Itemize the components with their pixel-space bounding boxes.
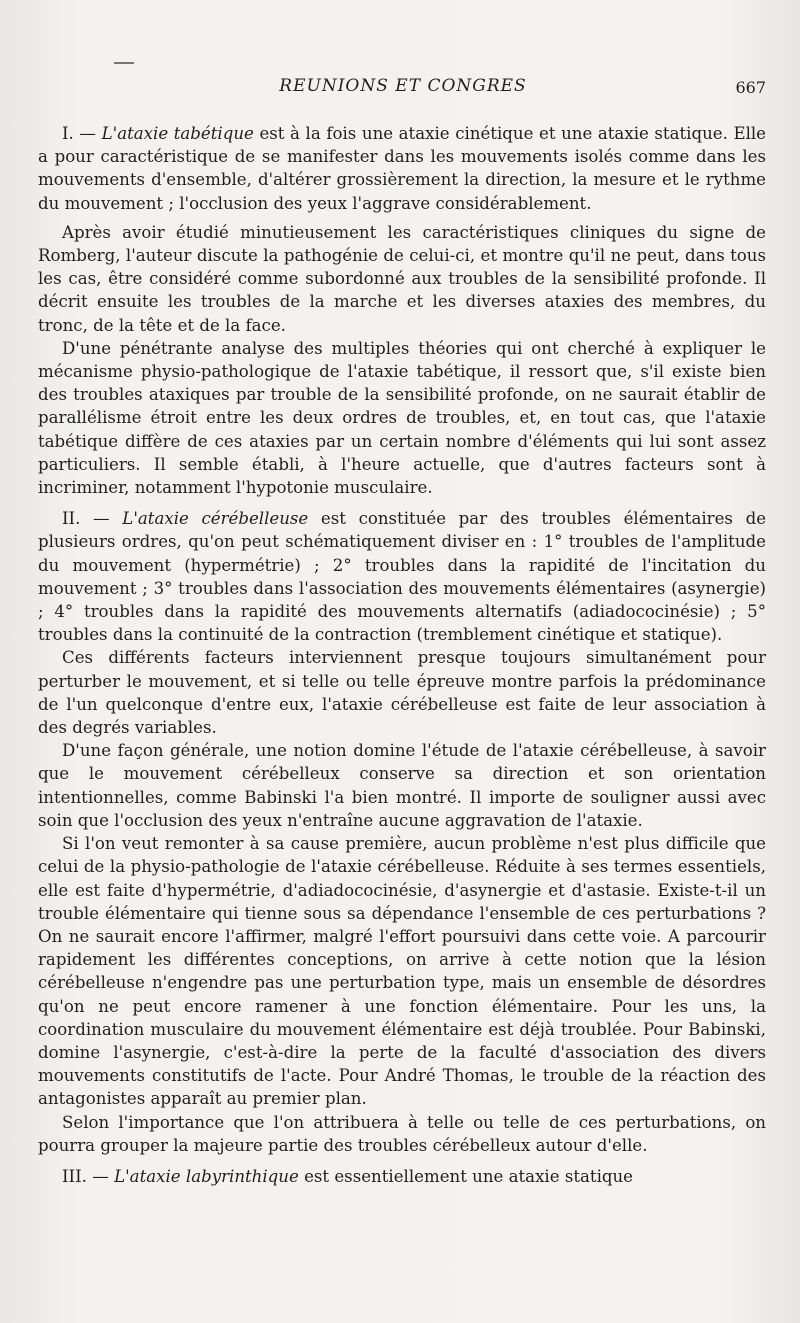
paragraph-cerebellar-ataxia xyxy=(38,507,766,646)
running-title: REUNIONS ET CONGRES xyxy=(279,76,527,96)
paragraph-theories: D'une pénétrante analyse des multiples théories qui ont cherché à expliquer le mécanisme physio-pathologique de l'ataxie tabétique, il ressort que, s'il existe bien des troubles ataxiques par trouble de la sensibilité profonde, on ne saurait établir de parallélisme étroit entre les deux ordres de troubles, et, en tout cas, que l'ataxie tabétique diffère de ces ataxies par un certain nombre d'éléments qui lui sont assez particuliers. Il semble établi, à l'heure actuelle, que d'autres facteurs sont à incriminer, notamment l'hypotonie musculaire. xyxy=(38,338,766,498)
paragraph-factors: Ces différents facteurs interviennent presque toujours simultanément pour perturber le mouvement, et si telle ou telle épreuve montre parfois la prédominance de l'un quelconque d'entre eux, l'ataxie cérébelleuse est faite de leur association à des degrés variables. xyxy=(38,648,766,738)
section-heading: L'ataxie cérébelleuse xyxy=(122,509,309,529)
margin-mark xyxy=(114,62,134,64)
section-heading: L'ataxie tabétique xyxy=(101,124,254,143)
paragraph-tabetic-ataxia xyxy=(38,122,766,215)
section-number: II. — xyxy=(62,509,123,529)
page-number: 667 xyxy=(735,78,766,97)
paragraph-grouping: Selon l'importance que l'on attribuera à telle ou telle de ces perturbations, on pourra grouper la majeure partie des troubles cérébelleux autour d'elle. xyxy=(38,1112,766,1155)
paragraph-text: est essentiellement une ataxie statique xyxy=(298,1166,634,1186)
section-number: I. — xyxy=(62,124,102,143)
paragraph-general-notion: D'une façon générale, une notion domine l'étude de l'ataxie cérébelleuse, à savoir que le mouvement cérébelleux conserve sa direction et son orientation intentionnelles, comme Babinski l'a bien montré. Il importe de souligner aussi avec soin que l'occlusion des yeux n'entraîne aucune aggravation de l'ataxie. xyxy=(38,741,766,830)
article-body xyxy=(38,122,766,1188)
paragraph-text: est à la fois une ataxie cinétique et une ataxie statique. Elle a pour caractéristique de se manifester dans les mouvements isolés comme dans les mouvements d'ensemble, d'altérer grossièrement la direction, la mesure et le rythme du mouvement ; l'occlusion des yeux l'aggrave considérablement. xyxy=(38,124,767,213)
paragraph-text: est constituée par des troubles élémentaires de plusieurs ordres, qu'on peut schématiquement diviser en : 1° troubles de l'amplitude du mouvement (hypermétrie) ; 2° troubles dans la rapidité de l'incitation du mouvement ; 3° troubles dans l'association des mouvements élémentaires (asynergie) ; 4° troubles dans la rapidité des mouvements alternatifs (adiadococinésie) ; 5° troubles dans la continuité de la contraction (tremblement cinétique et statique). xyxy=(38,509,767,645)
paragraph-labyrinthine-ataxia xyxy=(38,1165,766,1188)
section-number: III. — xyxy=(62,1166,115,1186)
paragraph-physiopathology: Si l'on veut remonter à sa cause première, aucun problème n'est plus difficile que celui de la physio-pathologie de l'ataxie cérébelleuse. Réduite à ses termes essentiels, elle est faite d'hypermétrie, d'adiadococinésie, d'asynergie et d'astasie. Existe-t-il un trouble élémentaire qui tienne sous sa dépendance l'ensemble de ces perturbations ? On ne saurait encore l'affirmer, malgré l'effort poursuivi dans cette voie. A parcourir rapidement les différentes conceptions, on arrive à cette notion que la lésion cérébelleuse n'engendre pas une perturbation type, mais un ensemble de désordres qu'on ne peut encore ramener à une fonction élémentaire. Pour les uns, la coordination musculaire du mouvement élémentaire est déjà troublée. Pour Babinski, domine l'asynergie, c'est-à-dire la perte de la faculté d'association des divers mouvements constitutifs de l'acte. Pour André Thomas, le trouble de la réaction des antagonistes apparaît au premier plan. xyxy=(38,834,766,1109)
paragraph-romberg: Après avoir étudié minutieusement les caractéristiques cliniques du signe de Romberg, l'auteur discute la pathogénie de celui-ci, et montre qu'il ne peut, dans tous les cas, être considéré comme subordonné aux troubles de la sensibilité profonde. Il décrit ensuite les troubles de la marche et les diverses ataxies des membres, du tronc, de la tête et de la face. xyxy=(38,222,766,335)
section-heading: L'ataxie labyrinthique xyxy=(114,1166,299,1186)
page-header xyxy=(40,76,766,98)
